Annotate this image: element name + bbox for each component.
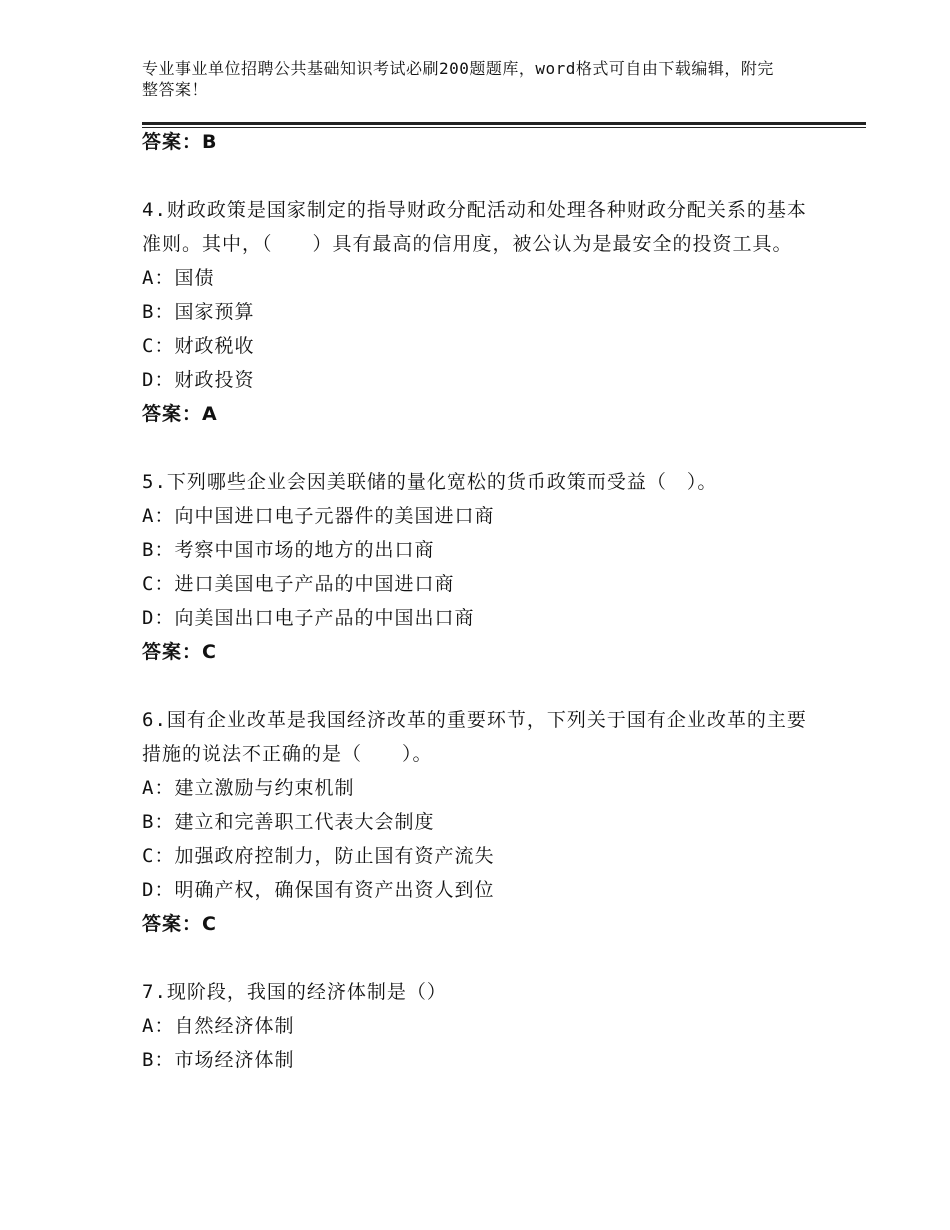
option-a: A：向中国进口电子元器件的美国进口商 <box>142 505 495 527</box>
option-b: B：市场经济体制 <box>142 1049 295 1071</box>
option-a: A：自然经济体制 <box>142 1015 295 1037</box>
option-d: D：明确产权，确保国有资产出资人到位 <box>142 879 495 901</box>
option-b: B：建立和完善职工代表大会制度 <box>142 811 435 833</box>
question-stem: 7.现阶段，我国的经济体制是（） <box>142 981 447 1003</box>
question-4 <box>142 193 822 431</box>
header-text: 专业事业单位招聘公共基础知识考试必刷200题题库，word格式可自由下载编辑，附完整答案！ <box>142 59 774 99</box>
question-stem: 4.财政政策是国家制定的指导财政分配活动和处理各种财政分配关系的基本准则。其中，（ ）具有最高的信用度，被公认为是最安全的投资工具。 <box>142 199 807 255</box>
option-c: C：财政税收 <box>142 335 255 357</box>
option-c: C：加强政府控制力，防止国有资产流失 <box>142 845 495 867</box>
option-d: D：财政投资 <box>142 369 255 391</box>
answer-label: 答案：A <box>142 403 218 425</box>
question-stem: 6.国有企业改革是我国经济改革的重要环节，下列关于国有企业改革的主要措施的说法不正确的是（ ）。 <box>142 709 807 765</box>
question-5 <box>142 465 822 669</box>
answer-label: 答案：B <box>142 131 218 153</box>
option-a: A：国债 <box>142 267 215 289</box>
option-b: B：考察中国市场的地方的出口商 <box>142 539 435 561</box>
answer-label: 答案：C <box>142 641 217 663</box>
question-6 <box>142 703 822 941</box>
option-a: A：建立激励与约束机制 <box>142 777 355 799</box>
option-d: D：向美国出口电子产品的中国出口商 <box>142 607 475 629</box>
question-stem: 5.下列哪些企业会因美联储的量化宽松的货币政策而受益（ ）。 <box>142 471 718 493</box>
option-b: B：国家预算 <box>142 301 255 323</box>
question-7 <box>142 975 822 1077</box>
page-header <box>142 58 782 100</box>
question-list <box>142 125 822 1077</box>
option-c: C：进口美国电子产品的中国进口商 <box>142 573 455 595</box>
answer-label: 答案：C <box>142 913 217 935</box>
